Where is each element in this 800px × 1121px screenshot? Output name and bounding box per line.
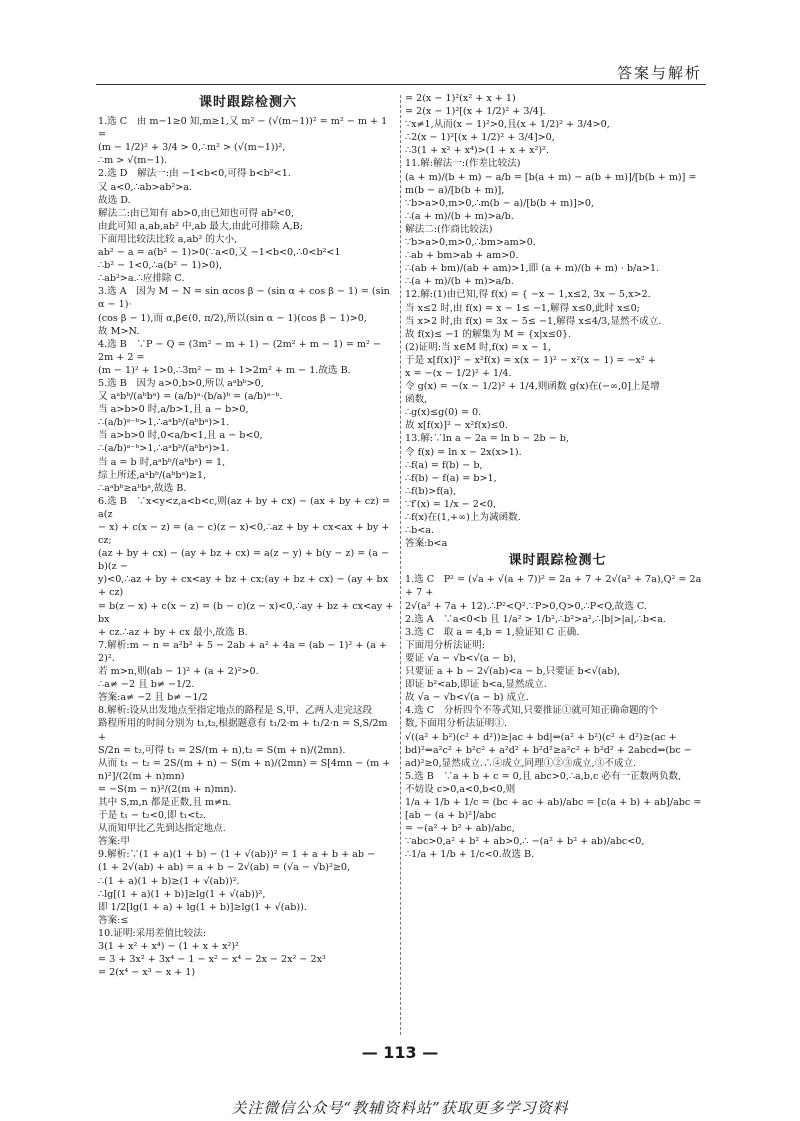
- text-line: ∴b<a.: [405, 525, 435, 537]
- right-lines-before: [405, 92, 710, 550]
- text-line: = b(z − x) + c(x − z) = (b − c)(z − x)<0,∴ay + bz + cx<ay + bx: [98, 600, 397, 625]
- text-line: 11.解:解法一:(作差比较法): [405, 158, 521, 170]
- text-line: 10.证明:采用差值比较法:: [98, 927, 207, 939]
- text-line: S/2n = t₂,可得 t₁ = 2S/(m + n),t₂ = S(m + n)/(2mn).: [98, 744, 346, 756]
- text-line: ∴1/a + 1/b + 1/c<0.故选 B.: [405, 849, 535, 861]
- text-line: 5.选 B 因为 a>0,b>0,所以 aᵃbᵇ>0,: [98, 377, 264, 389]
- text-line: 故选 D.: [98, 194, 131, 206]
- text-line: 1/a + 1/b + 1/c = (bc + ac + ab)/abc = [c(a + b) + ab]/abc = [ab − (a + b)²]/abc: [405, 796, 705, 822]
- text-line: 2.选 D 解法一:由 −1<b<0,可得 b<b²<1.: [98, 168, 291, 180]
- text-line: 6.选 B ∵x<y<z,a<b<c,则(az + by + cx) − (ax + by + cz) = a(z: [98, 495, 394, 520]
- text-line: + cz.∴az + by + cx 最小,故选 B.: [98, 626, 248, 638]
- text-line: ∴3(1 + x² + x⁴)>(1 + x + x²)².: [405, 145, 550, 157]
- text-line: 13.解:∵ln a − 2a = ln b − 2b − b,: [405, 433, 569, 445]
- text-line: ∴lg[(1 + a)(1 + b)]≥lg(1 + √(ab))²,: [98, 888, 266, 900]
- page-header: [0, 0, 800, 86]
- text-line: = 3 + 3x² + 3x⁴ − 1 − x² − x⁴ − 2x − 2x² − 2x³: [98, 954, 326, 966]
- text-line: ∴aᵃbᵇ≥aᵇbᵃ,故选 B.: [98, 482, 187, 494]
- text-line: 下面用分析法证明:: [405, 639, 485, 651]
- text-line: 1.选 C P² = (√a + √(a + 7))² = 2a + 7 + 2√(a² + 7a),Q² = 2a + 7 +: [405, 574, 705, 599]
- text-line: 要证 √a − √b<√(a − b),: [405, 652, 517, 664]
- text-line: ∵b>a>0,m>0,∴m(b − a)/[b(b + m)]>0,: [405, 197, 595, 209]
- text-line: (a + m)/(b + m) − a/b = [b(a + m) − a(b + m)]/[b(b + m)] = m(b − a)/[b(b + m)],: [405, 171, 700, 196]
- text-line: 2√(a² + 7a + 12).∴P²<Q².∵P>0,Q>0,∴P<Q,故选 C.: [405, 600, 647, 612]
- text-line: 不妨设 c>0,a<0,b<0,则: [405, 783, 516, 795]
- text-line: ∴(a + m)/(b + m)>a/b.: [405, 276, 514, 288]
- text-line: ∴2(x − 1)²[(x + 1/2)² + 3/4]>0,: [405, 132, 555, 144]
- text-line: 答案:a≠ −2 且 b≠ −1/2: [98, 692, 208, 704]
- text-line: 函数,: [405, 394, 428, 406]
- text-line: ∵abc>0,a² + b² + ab>0,∴ −(a² + b² + ab)/abc<0,: [405, 836, 645, 848]
- text-line: (2)证明:当 x∈M 时,f(x) = x − 1,: [405, 341, 551, 353]
- page-number: — 113 —: [361, 1043, 439, 1062]
- text-line: 下面用比较法比较 a,ab² 的大小,: [98, 233, 238, 245]
- text-line: 路程所用的时间分别为 t₁,t₂,根据题意有 t₁/2·m + t₁/2·n = S,S/2m +: [98, 718, 391, 743]
- text-line: ∴m > √(m−1).: [98, 155, 168, 167]
- text-line: 数,下面用分析法证明①.: [405, 718, 508, 730]
- text-line: ∴f(x)在(1,+∞)上为减函数.: [405, 512, 521, 523]
- text-line: 故 f(x)≤ −1 的解集为 M = {x|x≤0}.: [405, 328, 572, 340]
- text-line: 故 M>N.: [98, 325, 140, 337]
- text-line: 综上所述,aᵃbᵇ/(aᵇbᵃ)≥1,: [98, 469, 207, 481]
- text-line: ∵x≠1,从而(x − 1)²>0,且(x + 1/2)² + 3/4>0,: [405, 119, 610, 131]
- text-line: 当 x≤2 时,由 f(x) = x − 1≤ −1,解得 x≤0,此时 x≤0;: [405, 302, 640, 314]
- section-title-6: 课时跟踪检测六: [198, 95, 297, 110]
- text-line: 于是 t₁ − t₂<0,即 t₁<t₂.: [98, 810, 207, 822]
- text-line: 又 a<0,∴ab>ab²>a.: [98, 181, 193, 193]
- text-line: 当 x>2 时,由 f(x) = 3x − 5≤ −1,解得 x≤4/3,显然不成立.: [405, 315, 662, 327]
- text-line: 12.解:(1)由已知,得 f(x) = { −x − 1,x≤2, 3x − 5,x>2.: [405, 289, 651, 301]
- text-line: 5.选 B ∵a + b + c = 0,且 abc>0,∴a,b,c 必有一正数两负数,: [405, 770, 682, 782]
- text-line: 即 1/2[lg(1 + a) + lg(1 + b)]≥lg(1 + √(ab)).: [98, 901, 307, 913]
- footer-note: 关注微信公众号“教辅资料站”获取更多学习资料: [231, 1099, 569, 1117]
- text-line: 由此可知 a,ab,ab² 中,ab 最大,由此可排除 A,B;: [98, 220, 303, 232]
- text-line: 故 √a − √b<√(a − b) 成立.: [405, 692, 529, 704]
- header-title: 答案与解析: [616, 64, 702, 82]
- text-line: ∴(ab + bm)/(ab + am)>1,即 (a + m)/(b + m) · b/a>1.: [405, 263, 660, 275]
- text-line: (1 + 2√(ab) + ab) = a + b − 2√(ab) = (√a − √b)²≥0,: [98, 862, 351, 874]
- text-line: 只要证 a + b − 2√(ab)<a − b,只要证 b<√(ab),: [405, 666, 621, 678]
- text-line: 3.选 A 因为 M − N = sin αcos β − (sin α + cos β − 1) = (sin α − 1)·: [98, 286, 393, 311]
- text-line: ∴f(b) − f(a) = b>1,: [405, 472, 497, 484]
- text-line: ad)²≥0,显然成立.∴④成立,同理①②③成立,③不成立.: [405, 757, 637, 769]
- text-line: 当 a>b>0 时,a/b>1,且 a − b>0,: [98, 404, 249, 416]
- text-line: ∴a≠ −2 且 b≠ −1/2.: [98, 679, 195, 691]
- text-line: 从而知甲比乙先到达指定地点.: [98, 823, 226, 835]
- text-line: ab² − a = a(b² − 1)>0(∵a<0,又 −1<b<0,∴0<b²<1: [98, 247, 341, 259]
- text-line: bd)²⇔a²c² + b²c² + a²d² + b²d²≥a²c² + b²d² + 2abcd⇔(bc −: [405, 744, 692, 756]
- text-line: ∴b² − 1<0,∴a(b² − 1)>0),: [98, 260, 222, 272]
- text-line: ∵b>a>0,m>0,∴bm>am>0.: [405, 237, 536, 249]
- text-line: ∴ab + bm>ab + am>0.: [405, 250, 519, 262]
- text-line: 4.选 C 分析四个不等式知,只要推证①就可知正确命题的个: [405, 705, 658, 717]
- text-line: ∴g(x)≤g(0) = 0.: [405, 407, 482, 419]
- text-line: 答案:甲: [98, 836, 131, 848]
- text-line: 即证 b²<ab,即证 b<a,显然成立.: [405, 679, 547, 691]
- text-line: = 2(x⁴ − x³ − x + 1): [98, 967, 196, 979]
- text-line: ∴(a/b)ᵃ⁻ᵇ>1,∴aᵃbᵇ/(aᵇbᵃ)>1.: [98, 443, 230, 455]
- text-line: 答案:≤: [98, 914, 129, 926]
- left-lines: [98, 115, 398, 979]
- text-line: 令 f(x) = ln x − 2x(x>1).: [405, 446, 522, 458]
- text-line: 1.选 C 由 m−1≥0 知,m≥1,又 m² − (√(m−1))² = m² − m + 1 =: [98, 116, 391, 141]
- text-line: 当 a>b>0 时,0<a/b<1,且 a − b<0,: [98, 430, 263, 442]
- text-line: ∴f(a) = f(b) − b,: [405, 459, 483, 471]
- text-line: 故 x[f(x)]² − x²f(x)≤0.: [405, 420, 508, 432]
- text-line: √((a² + b²)(c² + d²))≥|ac + bd|⇔(a² + b²)(c² + d²)≥(ac +: [405, 731, 677, 743]
- text-line: ∵f′(x) = 1/x − 2<0,: [405, 498, 497, 510]
- left-column: [98, 92, 398, 979]
- text-line: ∴f(b)>f(a),: [405, 485, 457, 497]
- text-line: 解法二:(作商比较法): [405, 223, 493, 235]
- text-line: 若 m>n,则(ab − 1)² + (a + 2)²>0.: [98, 666, 259, 678]
- text-line: (cos β − 1),而 α,β∈(0, π/2),所以(sin α − 1)(cos β − 1)>0,: [98, 312, 367, 324]
- text-line: − x) + c(x − z) = (a − c)(z − x)<0,∴az + by + cx<ax + by + cz;: [98, 522, 393, 547]
- text-line: ∴(1 + a)(1 + b)≥(1 + √(ab))².: [98, 875, 240, 887]
- text-line: = 2(x − 1)²(x² + x + 1): [405, 93, 516, 104]
- text-line: ∴ab²>a.∴应排除 C.: [98, 273, 185, 285]
- text-line: = −S(m − n)²/(2(m + n)mn).: [98, 783, 237, 795]
- text-line: 9.解析:∵(1 + a)(1 + b) − (1 + √(ab))² = 1 + a + b + ab −: [98, 849, 376, 861]
- right-column: [405, 92, 710, 861]
- text-line: x = −(x − 1/2)² + 1/4.: [405, 367, 512, 379]
- text-line: 8.解析:设从出发地点至指定地点的路程是 S,甲、乙两人走完这段: [98, 705, 373, 717]
- text-line: ∴(a/b)ᵃ⁻ᵇ>1,∴aᵃbᵇ/(aᵇbᵃ)>1.: [98, 417, 230, 429]
- text-line: 3.选 C 取 a = 4,b = 1,验证知 C 正确.: [405, 626, 580, 638]
- text-line: 于是 x[f(x)]² − x²f(x) = x(x − 1)² − x²(x − 1) = −x² +: [405, 354, 656, 366]
- right-lines-after: [405, 573, 710, 861]
- text-line: = 2(x − 1)²[(x + 1/2)² + 3/4].: [405, 106, 546, 118]
- column-divider: [400, 95, 401, 1035]
- text-line: 令 g(x) = −(x − 1/2)² + 1/4,则函数 g(x)在(−∞,0]上是增: [405, 381, 660, 393]
- text-line: 当 a = b 时,aᵃbᵇ/(aᵇbᵃ) = 1,: [98, 456, 226, 468]
- text-line: 答案:b<a: [405, 538, 448, 550]
- text-line: (m − 1/2)² + 3/4 > 0,∴m² > (√(m−1))²,: [98, 142, 286, 154]
- text-line: (m − 1)² + 1>0,∴3m² − m + 1>2m² + m − 1.故选 B.: [98, 364, 351, 376]
- header-rule: [96, 84, 706, 85]
- text-line: 3(1 + x² + x⁴) − (1 + x + x²)²: [98, 941, 239, 952]
- text-line: 解法二:由已知有 ab>0,由已知也可得 ab²<0,: [98, 207, 295, 219]
- text-line: (az + by + cx) − (ay + bz + cx) = a(z − y) + b(y − z) = (a − b)(z −: [98, 548, 392, 573]
- text-line: = −(a² + b² + ab)/abc,: [405, 823, 515, 835]
- text-line: 4.选 B ∵P − Q = (3m² − m + 1) − (2m² + m − 1) = m² − 2m + 2 =: [98, 338, 385, 363]
- text-line: 2.选 A ∵a<0<b 且 1/a² > 1/b²,∴b²>a²,∴|b|>|a|,∴b<a.: [405, 613, 666, 625]
- text-line: 其中 S,m,n 都是正数,且 m≠n.: [98, 796, 232, 808]
- text-line: 7.解析:m − n = a²b² + 5 − 2ab + a² + 4a = (ab − 1)² + (a + 2)².: [98, 639, 391, 664]
- text-line: 从而 t₁ − t₂ = 2S/(m + n) − S(m + n)/(2mn) = S[4mn − (m + n)²]/(2(m + n)mn): [98, 757, 394, 782]
- section-title-7: 课时跟踪检测七: [508, 553, 607, 569]
- text-line: y)<0,∴az + by + cx<ay + bz + cx;(ay + bz + cx) − (ay + bx + cz): [98, 574, 392, 599]
- text-line: 又 aᵃbᵇ/(aᵇbᵃ) = (a/b)ᵃ·(b/a)ᵇ = (a/b)ᵃ⁻ᵇ.: [98, 391, 283, 403]
- text-line: ∴(a + m)/(b + m)>a/b.: [405, 210, 514, 222]
